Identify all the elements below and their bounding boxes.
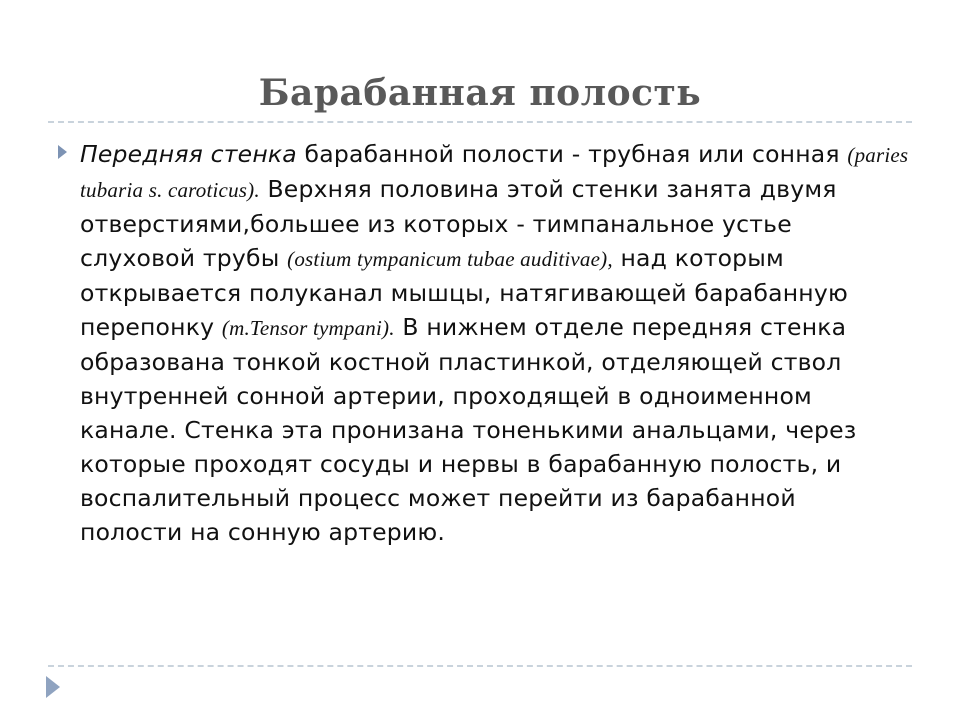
latin-term-3: (m.Tensor tympani). <box>221 316 395 340</box>
latin-term-1: (paries tubaria s. caroticus). <box>80 143 909 202</box>
bullet-arrow-icon <box>58 145 67 159</box>
text-segment-1: барабанной полости - трубная или сонная <box>296 140 848 168</box>
corner-arrow-icon <box>46 676 60 698</box>
lead-term: Передняя стенка <box>80 140 297 168</box>
footer-divider <box>48 665 912 667</box>
text-segment-5: полости на сонную артерию. <box>80 518 446 546</box>
slide-title: Барабанная полость <box>258 72 702 114</box>
latin-term-2: (ostium tympanicum tubae auditivae), <box>287 247 613 271</box>
title-divider <box>48 121 912 123</box>
body-paragraph <box>80 137 910 549</box>
text-segment-4: В нижнем отделе передняя стенка образована тонкой костной пластинкой, отделяющей ствол внутренней сонной артерии, проходящей в одноименном канале. Стенка эта пронизана тоненькими анальцами, через которые проходят сосуды и нервы в барабанную полость, и воспалительный процесс может перейти из барабанной <box>80 313 857 512</box>
text-segment-2: Верхняя половина этой стенки занята двумя отверстиями,большее из которых - тимпанальное устье слуховой трубы <box>80 175 837 272</box>
text-segment-3: над которым открывается полуканал мышцы, натягивающей барабанную перепонку <box>80 244 848 341</box>
